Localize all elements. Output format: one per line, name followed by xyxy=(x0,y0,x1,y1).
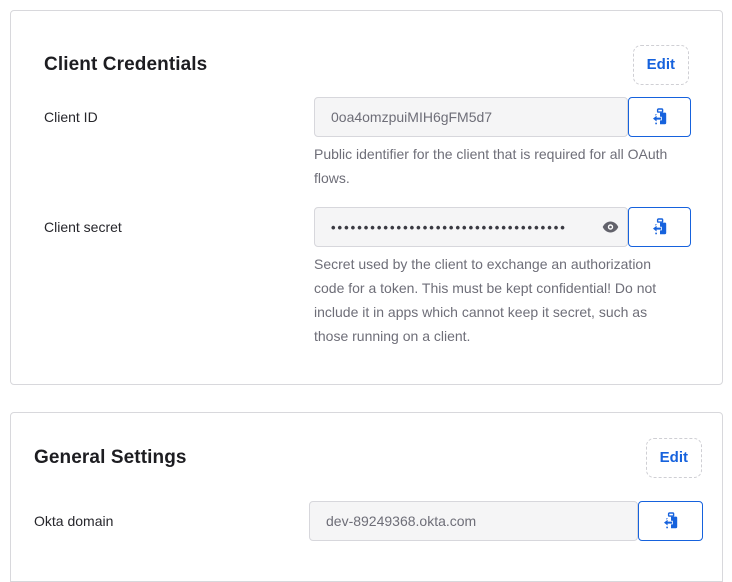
client-credentials-card xyxy=(10,10,723,385)
help-line: flows. xyxy=(314,170,350,186)
client-id-input[interactable] xyxy=(314,97,628,137)
help-line: Public identifier for the client that is required for all OAuth xyxy=(314,146,668,162)
eye-icon xyxy=(602,221,619,233)
clipboard-copy-icon xyxy=(663,512,679,530)
copy-client-id-button[interactable] xyxy=(628,97,691,137)
client-secret-help-text xyxy=(314,252,691,348)
help-line: include it in apps which cannot keep it secret, such as xyxy=(314,304,648,320)
client-secret-row xyxy=(44,207,689,348)
client-secret-input[interactable] xyxy=(314,207,628,247)
okta-domain-control xyxy=(309,501,703,541)
copy-client-secret-button[interactable] xyxy=(628,207,691,247)
clipboard-copy-icon xyxy=(652,218,668,236)
edit-general-settings-button[interactable]: Edit xyxy=(646,438,702,478)
client-credentials-title: Client Credentials xyxy=(44,54,208,75)
client-secret-control xyxy=(314,207,691,348)
client-id-control xyxy=(314,97,691,190)
toggle-secret-visibility-button[interactable] xyxy=(599,216,621,238)
client-id-input-line xyxy=(314,97,691,137)
general-settings-card xyxy=(10,412,723,582)
help-line: Secret used by the client to exchange an authorization xyxy=(314,256,651,272)
okta-domain-input[interactable] xyxy=(309,501,638,541)
general-settings-title: General Settings xyxy=(34,447,187,468)
okta-domain-input-line xyxy=(309,501,703,541)
okta-domain-label: Okta domain xyxy=(34,513,114,529)
client-secret-input-line xyxy=(314,207,691,247)
client-credentials-header xyxy=(44,44,689,86)
general-settings-header xyxy=(34,437,702,479)
okta-domain-row xyxy=(34,501,702,541)
client-secret-label: Client secret xyxy=(44,219,122,235)
help-line: code for a token. This must be kept confidential! Do not xyxy=(314,280,657,296)
client-id-row xyxy=(44,97,689,190)
copy-okta-domain-button[interactable] xyxy=(638,501,703,541)
help-line: those running on a client. xyxy=(314,328,471,344)
client-id-help-text xyxy=(314,142,691,190)
clipboard-copy-icon xyxy=(652,108,668,126)
edit-client-credentials-button[interactable]: Edit xyxy=(633,45,689,85)
client-id-label: Client ID xyxy=(44,109,98,125)
client-secret-input-wrap xyxy=(314,207,628,247)
